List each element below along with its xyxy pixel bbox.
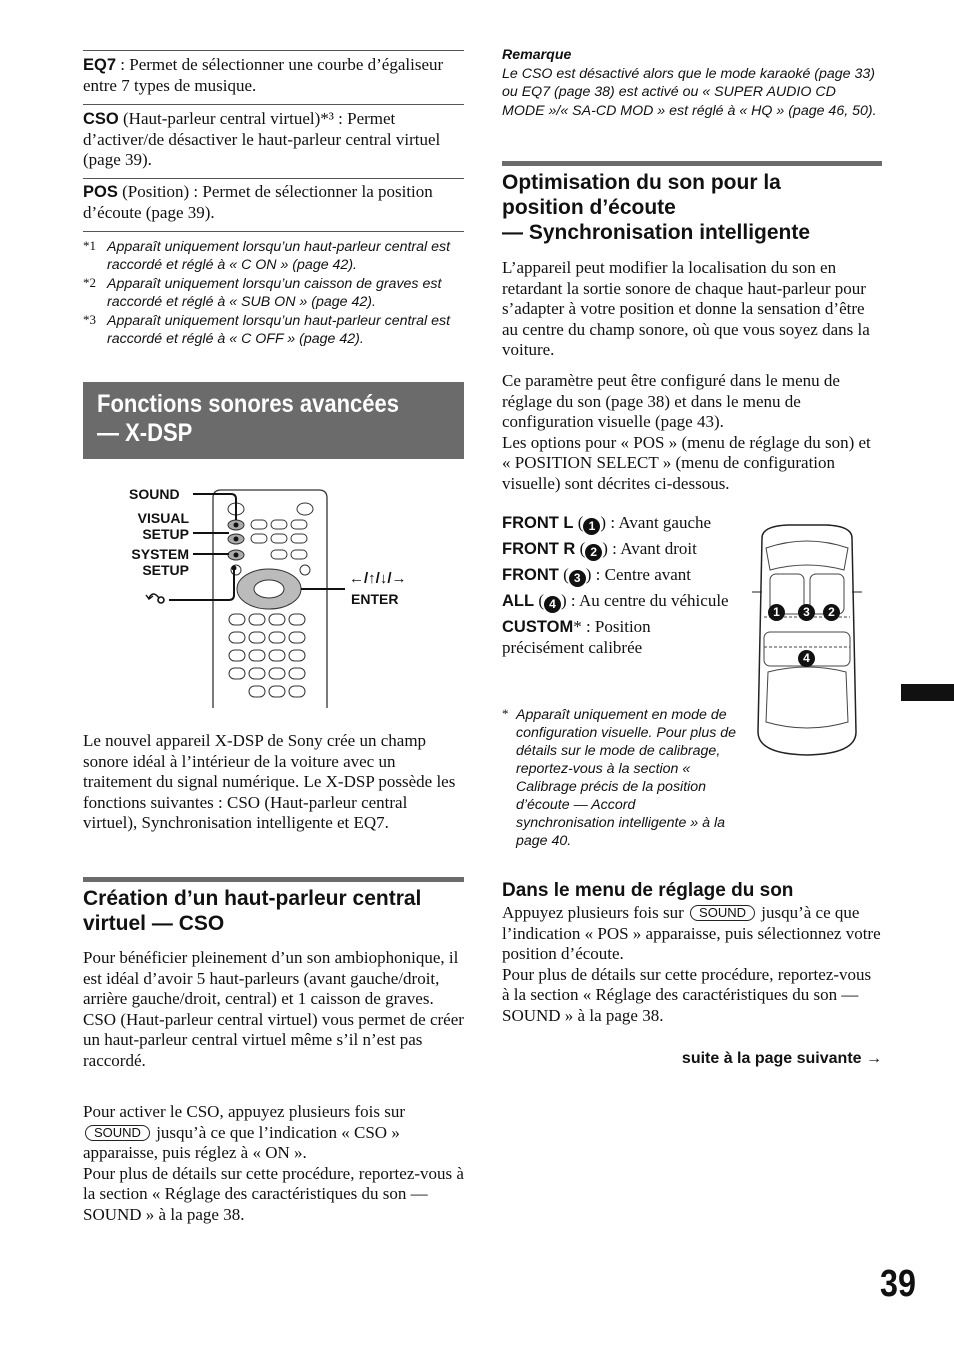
option-text: : Permet de sélectionner une courbe d’égaliseur entre 7 types de musique. xyxy=(83,55,444,95)
option-term: FRONT R xyxy=(502,540,576,558)
option-term: ALL xyxy=(502,592,535,610)
label-enter: ENTER xyxy=(351,591,399,607)
sound-button-label: SOUND xyxy=(690,905,755,921)
footnote xyxy=(83,312,464,348)
option-text: : Avant gauche xyxy=(606,513,712,532)
position-para2-block xyxy=(502,371,882,495)
section-banner xyxy=(83,382,464,459)
remarque-text: Le CSO est désactivé alors que le mode karaoké (page 33) ou EQ7 (page 38) est activé ou « SUPER AUDIO CD MODE »/« SA-CD MOD » est réglé à « HQ » (page 46, 50). xyxy=(502,65,877,119)
position-option: FRONT ( 3 ) : Centre avant xyxy=(502,565,692,585)
footnote-mark: *3 xyxy=(83,312,96,327)
back-icon xyxy=(146,594,164,603)
sound-menu-heading: Dans le menu de réglage du son xyxy=(502,880,794,901)
position-marker: 1 xyxy=(768,604,785,621)
option-term: FRONT xyxy=(502,566,559,584)
footnote xyxy=(83,238,464,274)
option-cso xyxy=(83,109,464,171)
option-term: FRONT L xyxy=(502,514,574,532)
position-heading-line1: Optimisation du son pour la xyxy=(502,171,781,194)
continued-note: suite à la page suivante → xyxy=(681,1050,882,1067)
number-badge: 1 xyxy=(583,518,600,535)
footnote-text: Apparaît uniquement lorsqu’un haut-parleur central est raccordé et réglé à « C OFF » (page 42). xyxy=(107,313,451,347)
option-eq7 xyxy=(83,55,464,96)
cso-para2-text: Pour activer le CSO, appuyez plusieurs fois sur xyxy=(83,1102,405,1121)
option-text: (Haut-parleur central virtuel)*³ : Permet d’activer/de désactiver le haut-parleur central virtuel (page 39). xyxy=(83,109,441,170)
label-arrows: ←/↑/↓/→ xyxy=(349,570,407,587)
position-options xyxy=(502,513,734,658)
remarque-title: Remarque xyxy=(502,47,572,63)
option-pos xyxy=(83,182,464,223)
label-system-line2: SETUP xyxy=(142,562,189,578)
sound-menu-text: Appuyez plusieurs fois sur xyxy=(502,903,689,922)
option-term: POS xyxy=(83,183,118,201)
car-top-view xyxy=(748,522,866,758)
number-badge: 2 xyxy=(585,544,602,561)
option-text: * : Position précisément calibrée xyxy=(502,617,651,657)
banner-title-line2: — X-DSP xyxy=(97,419,193,447)
footnotes xyxy=(83,238,464,348)
cso-heading xyxy=(83,886,464,936)
option-text: : Centre avant xyxy=(591,565,692,584)
sound-button-label: SOUND xyxy=(85,1125,150,1141)
label-visual-line1: VISUAL xyxy=(137,510,189,526)
position-marker: 4 xyxy=(798,650,815,667)
custom-footnote xyxy=(502,706,737,850)
position-option xyxy=(502,617,734,658)
option-text: (Position) : Permet de sélectionner la position d’écoute (page 39). xyxy=(83,182,433,222)
footnote-mark: * xyxy=(502,706,509,721)
number-badge: 3 xyxy=(569,570,586,587)
cso-heading-line1: Création d’un haut-parleur central xyxy=(83,887,422,910)
banner-title-line1: Fonctions sonores avancées xyxy=(97,390,400,418)
position-heading-line3: — Synchronisation intelligente xyxy=(502,221,811,244)
footnote-text: Apparaît uniquement lorsqu’un caisson de graves est raccordé et réglé à « SUB ON » (page 42). xyxy=(107,276,442,310)
label-system-setup xyxy=(113,546,189,578)
option-text: : Au centre du véhicule xyxy=(566,591,729,610)
label-sound: SOUND xyxy=(129,486,180,502)
sound-menu-para2: Pour plus de détails sur cette procédure, reportez-vous à la section « Réglage des caractéristiques du son — SOUND » à la page 38. xyxy=(502,964,872,1025)
sound-menu-body xyxy=(502,903,882,1027)
cso-para2-text: jusqu’à ce que l’indication « CSO » apparaisse, puis réglez à « ON ». xyxy=(83,1122,400,1163)
cso-para2 xyxy=(83,1102,464,1164)
car-seating-diagram xyxy=(748,522,866,758)
option-term: CUSTOM xyxy=(502,618,574,636)
cso-instructions xyxy=(83,1102,464,1226)
footnote-text: Apparaît uniquement en mode de configuration visuelle. Pour plus de détails sur le mode de calibrage, reportez-vous à la section « Calibrage précis de la position d’écoute — Accord synchronisation intelligente » à la page 40. xyxy=(516,707,737,849)
label-system-line1: SYSTEM xyxy=(131,546,189,562)
position-heading-line2: position d’écoute xyxy=(502,196,676,219)
footnote-text: Apparaît uniquement lorsqu’un haut-parleur central est raccordé et réglé à « C ON » (page 42). xyxy=(107,239,451,273)
position-para2: Ce paramètre peut être configuré dans le menu de réglage du son (page 38) et dans le menu de configuration visuelle (page 43). xyxy=(502,371,840,432)
sound-menu-text: jusqu’à ce que l’indication « POS » apparaisse, puis sélectionnez votre position d’écoute. xyxy=(502,903,881,964)
intro-paragraph: Le nouvel appareil X-DSP de Sony crée un champ sonore idéal à l’intérieur de la voiture avec un traitement du signal numérique. Le X-DSP possède les fonctions suivantes : CSO (Haut-parleur central virtuel), Synchronisation intelligente et EQ7. xyxy=(83,731,456,833)
option-text: : Avant droit xyxy=(607,539,697,558)
page-tab-marker xyxy=(901,684,954,701)
sound-menu-para1 xyxy=(502,903,882,965)
position-marker: 3 xyxy=(798,604,815,621)
section-rule xyxy=(502,161,882,166)
position-option: FRONT L ( 1 ) : Avant gauche xyxy=(502,513,712,533)
cso-para3: Pour plus de détails sur cette procédure, reportez-vous à la section « Réglage des caractéristiques du son — SOUND » à la page 38. xyxy=(83,1163,464,1224)
position-para1: L’appareil peut modifier la localisation du son en retardant la sortie sonore de chaque haut-parleur pour s’adapter à votre position et donne la sensation d’être au centre du champ sonore, où que vous soyez dans la voiture. xyxy=(502,258,870,360)
page-number: 39 xyxy=(880,1263,916,1305)
remote-illustration xyxy=(83,476,464,708)
cso-para1: Pour bénéficier pleinement d’un son ambiophonique, il est idéal d’avoir 5 haut-parleurs (avant gauche/droit, arrière gauche/droit, central) et 1 caisson de graves. CSO (Haut-parleur central virtuel) vous permet de créer un haut-parleur central virtuel même s’il n’est pas raccordé. xyxy=(83,948,464,1070)
option-term: CSO xyxy=(83,110,119,128)
section-rule xyxy=(83,877,464,882)
position-option: FRONT R ( 2 ) : Avant droit xyxy=(502,539,697,559)
position-heading xyxy=(502,170,882,245)
remarque-note xyxy=(502,46,882,120)
position-marker: 2 xyxy=(823,604,840,621)
position-option: ALL ( 4 ) : Au centre du véhicule xyxy=(502,591,729,611)
footnote xyxy=(83,275,464,311)
option-term: EQ7 xyxy=(83,56,117,74)
footnote-mark: *1 xyxy=(83,238,96,253)
number-badge: 4 xyxy=(544,596,561,613)
cso-heading-line2: virtuel — CSO xyxy=(83,912,225,935)
label-visual-line2: SETUP xyxy=(142,526,189,542)
label-visual-setup xyxy=(121,510,189,542)
position-para3: Les options pour « POS » (menu de réglage du son) et « POSITION SELECT » (menu de configuration visuelle) sont décrites ci-dessous. xyxy=(502,432,871,493)
footnote-mark: *2 xyxy=(83,275,96,290)
